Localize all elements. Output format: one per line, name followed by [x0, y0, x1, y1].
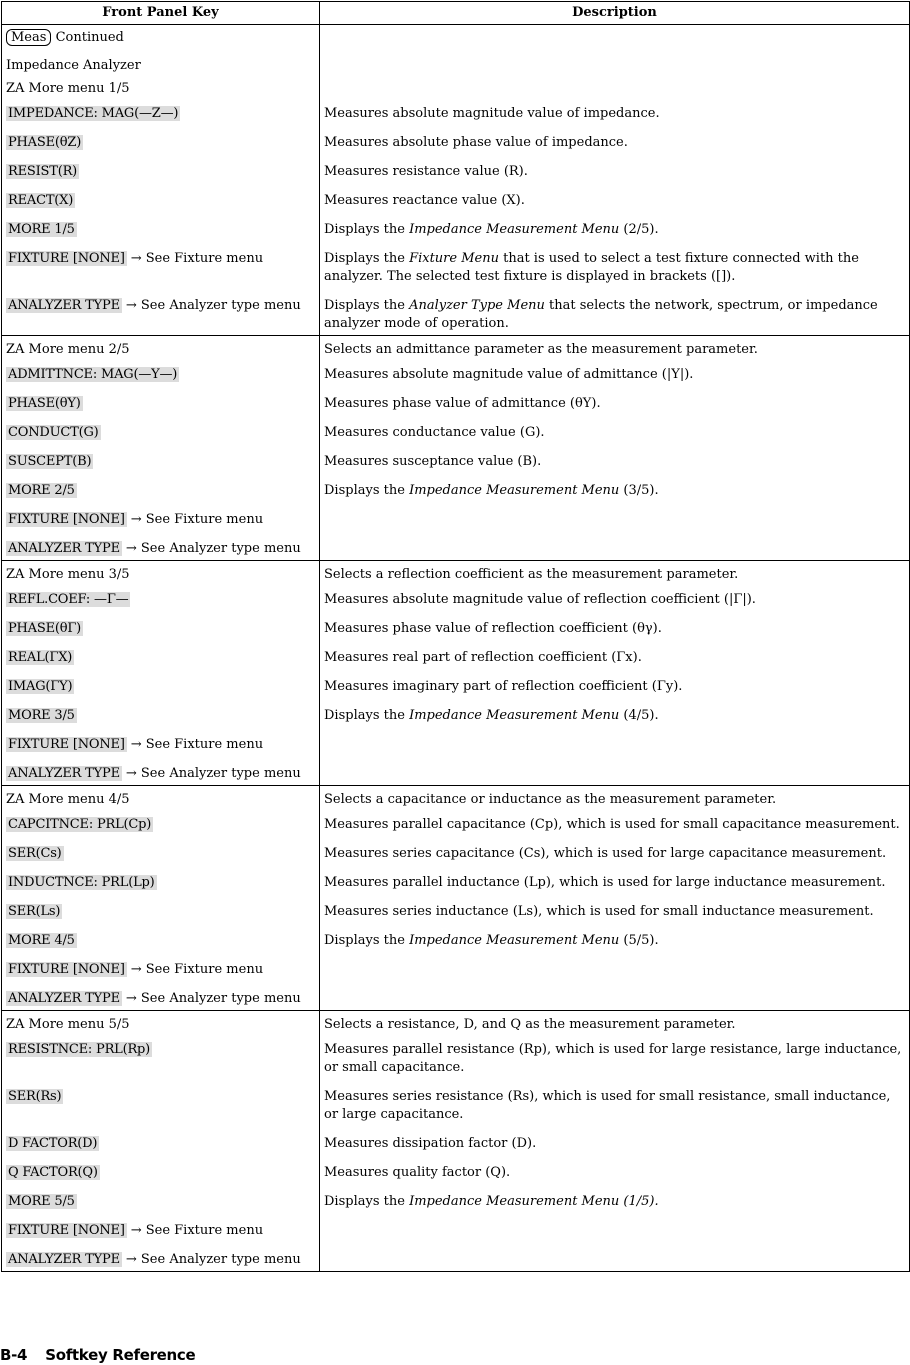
- description-text: Measures series inductance (Ls), which is used for small inductance measurement.: [324, 903, 874, 919]
- softkey-cell: [2, 1245, 320, 1272]
- softkey-row: [2, 926, 910, 955]
- softkey-cell: [2, 244, 320, 291]
- softkey-row: [2, 360, 910, 389]
- softkey-row: [2, 1035, 910, 1082]
- softkey-cell: [2, 1129, 320, 1158]
- see-also-link[interactable]: → See Analyzer type menu: [125, 990, 301, 1006]
- softkey-button[interactable]: FIXTURE [NONE]: [8, 736, 125, 752]
- softkey-row: [2, 701, 910, 730]
- softkey-row: [2, 1158, 910, 1187]
- menu-group-header: [2, 1010, 910, 1035]
- softkey-reference-table: [1, 1, 910, 1272]
- softkey-button[interactable]: Q FACTOR(Q): [8, 1164, 98, 1180]
- softkey-button[interactable]: RESISTNCE: PRL(Rp): [8, 1041, 151, 1057]
- softkey-button[interactable]: PHASE(θZ): [8, 134, 82, 150]
- softkey-button[interactable]: MORE 1/5: [8, 221, 75, 237]
- description-text: Measures absolute magnitude value of impedance.: [324, 105, 660, 121]
- intro-key-cell: [2, 25, 320, 53]
- description-text: that is used to select a test fixture connected with the analyzer. The selected test fixture is displayed in brackets ([]).: [324, 250, 859, 284]
- softkey-button[interactable]: FIXTURE [NONE]: [8, 250, 125, 266]
- softkey-button[interactable]: PHASE(θY): [8, 395, 81, 411]
- softkey-description: [320, 476, 910, 505]
- description-text: Measures absolute magnitude value of admittance (|Y|).: [324, 366, 694, 382]
- softkey-description: [320, 897, 910, 926]
- column-header-description: Description: [320, 2, 910, 25]
- softkey-cell: [2, 984, 320, 1011]
- softkey-description: [320, 215, 910, 244]
- softkey-description: [320, 244, 910, 291]
- description-text: (4/5).: [619, 707, 659, 723]
- description-text: (5/5).: [619, 932, 659, 948]
- page-number: B-4: [0, 1346, 28, 1364]
- softkey-cell: [2, 291, 320, 336]
- menu-group-header: [2, 785, 910, 810]
- softkey-cell: [2, 672, 320, 701]
- softkey-button[interactable]: MORE 2/5: [8, 482, 75, 498]
- description-text: Measures absolute phase value of impedance.: [324, 134, 628, 150]
- softkey-row: [2, 955, 910, 984]
- see-also-link[interactable]: → See Analyzer type menu: [125, 297, 301, 313]
- softkey-row: [2, 868, 910, 897]
- softkey-row: [2, 643, 910, 672]
- softkey-row: [2, 157, 910, 186]
- softkey-cell: [2, 759, 320, 786]
- softkey-row: [2, 291, 910, 336]
- softkey-row: [2, 730, 910, 759]
- softkey-row: [2, 897, 910, 926]
- softkey-button[interactable]: ANALYZER TYPE: [8, 765, 120, 781]
- softkey-row: [2, 759, 910, 786]
- menu-name-ref: Impedance Measurement Menu: [409, 221, 620, 237]
- see-also-link[interactable]: → See Fixture menu: [130, 250, 264, 266]
- description-text: Displays the: [324, 707, 410, 723]
- menu-group-header: [2, 335, 910, 360]
- softkey-row: [2, 476, 910, 505]
- menu-name-ref: Impedance Measurement Menu: [409, 482, 620, 498]
- softkey-description: [320, 1187, 910, 1216]
- column-header-key: Front Panel Key: [2, 2, 320, 25]
- softkey-description: [320, 186, 910, 215]
- menu-group-title: ZA More menu 3/5: [2, 560, 320, 585]
- description-text: Displays the: [324, 250, 410, 266]
- softkey-cell: [2, 614, 320, 643]
- softkey-button[interactable]: REFL.COEF: —Γ—: [8, 591, 129, 607]
- description-text: Measures parallel capacitance (Cp), which is used for small capacitance measurement.: [324, 816, 900, 832]
- softkey-cell: [2, 360, 320, 389]
- softkey-cell: [2, 1035, 320, 1082]
- softkey-row: [2, 215, 910, 244]
- description-text: Measures reactance value (X).: [324, 192, 525, 208]
- intro-row: [2, 25, 910, 53]
- softkey-cell: [2, 1187, 320, 1216]
- softkey-description: [320, 839, 910, 868]
- intro-desc-cell: [320, 25, 910, 53]
- softkey-row: [2, 614, 910, 643]
- softkey-button[interactable]: RESIST(R): [8, 163, 78, 179]
- softkey-row: [2, 1082, 910, 1129]
- softkey-button[interactable]: MORE 4/5: [8, 932, 75, 948]
- softkey-row: [2, 585, 910, 614]
- description-text: (2/5).: [619, 221, 659, 237]
- menu-group-description: Selects a capacitance or inductance as the measurement parameter.: [320, 785, 910, 810]
- softkey-row: [2, 447, 910, 476]
- softkey-row: [2, 128, 910, 157]
- softkey-description: [320, 585, 910, 614]
- softkey-cell: [2, 505, 320, 534]
- softkey-row: [2, 1129, 910, 1158]
- softkey-cell: [2, 186, 320, 215]
- softkey-button[interactable]: INDUCTNCE: PRL(Lp): [8, 874, 155, 890]
- menu-group-header: [2, 78, 910, 99]
- softkey-row: [2, 1216, 910, 1245]
- softkey-description: [320, 759, 910, 786]
- softkey-row: [2, 839, 910, 868]
- description-text: Displays the: [324, 297, 410, 313]
- softkey-row: [2, 1187, 910, 1216]
- softkey-description: [320, 672, 910, 701]
- description-text: Measures resistance value (R).: [324, 163, 528, 179]
- menu-name-ref: Analyzer Type Menu: [409, 297, 545, 313]
- softkey-description: [320, 1158, 910, 1187]
- softkey-cell: [2, 157, 320, 186]
- description-text: Measures real part of reflection coefficient (Γx).: [324, 649, 642, 665]
- softkey-button[interactable]: FIXTURE [NONE]: [8, 1222, 125, 1238]
- description-text: (3/5).: [619, 482, 659, 498]
- description-text: Measures phase value of admittance (θY).: [324, 395, 601, 411]
- softkey-button[interactable]: SER(Rs): [8, 1088, 62, 1104]
- see-also-link[interactable]: → See Fixture menu: [130, 511, 264, 527]
- softkey-description: [320, 868, 910, 897]
- softkey-row: [2, 534, 910, 561]
- softkey-row: [2, 389, 910, 418]
- softkey-button[interactable]: SER(Ls): [8, 903, 61, 919]
- softkey-description: [320, 730, 910, 759]
- softkey-button[interactable]: ANALYZER TYPE: [8, 990, 120, 1006]
- softkey-cell: [2, 897, 320, 926]
- softkey-description: [320, 1245, 910, 1272]
- softkey-button[interactable]: FIXTURE [NONE]: [8, 961, 125, 977]
- menu-group-description: Selects a reflection coefficient as the measurement parameter.: [320, 560, 910, 585]
- softkey-row: [2, 810, 910, 839]
- see-also-link[interactable]: → See Analyzer type menu: [125, 540, 301, 556]
- menu-group-title: ZA More menu 5/5: [2, 1010, 320, 1035]
- softkey-cell: [2, 418, 320, 447]
- softkey-cell: [2, 215, 320, 244]
- description-text: Measures absolute magnitude value of reflection coefficient (|Γ|).: [324, 591, 756, 607]
- menu-name-ref: Impedance Measurement Menu (1/5).: [409, 1193, 659, 1209]
- softkey-cell: [2, 1158, 320, 1187]
- softkey-cell: [2, 99, 320, 128]
- menu-name-ref: Fixture Menu: [409, 250, 499, 266]
- softkey-cell: [2, 730, 320, 759]
- footer-title: Softkey Reference: [45, 1346, 196, 1364]
- description-text: Measures parallel resistance (Rp), which is used for large resistance, large inductance, or small capacitance.: [324, 1041, 902, 1075]
- softkey-cell: [2, 534, 320, 561]
- description-text: Measures imaginary part of reflection coefficient (Γy).: [324, 678, 683, 694]
- menu-name-ref: Impedance Measurement Menu: [409, 932, 620, 948]
- description-text: Measures quality factor (Q).: [324, 1164, 511, 1180]
- softkey-description: [320, 810, 910, 839]
- description-text: that selects the network, spectrum, or impedance analyzer mode of operation.: [324, 297, 878, 331]
- softkey-row: [2, 186, 910, 215]
- softkey-cell: [2, 810, 320, 839]
- softkey-description: [320, 291, 910, 336]
- softkey-row: [2, 672, 910, 701]
- menu-group-description: Selects a resistance, D, and Q as the measurement parameter.: [320, 1010, 910, 1035]
- menu-group-description: Selects an admittance parameter as the measurement parameter.: [320, 335, 910, 360]
- softkey-row: [2, 99, 910, 128]
- softkey-description: [320, 1035, 910, 1082]
- softkey-description: [320, 505, 910, 534]
- softkey-row: [2, 418, 910, 447]
- menu-group-title: ZA More menu 1/5: [2, 78, 320, 99]
- softkey-button[interactable]: IMAG(ΓY): [8, 678, 73, 694]
- softkey-description: [320, 418, 910, 447]
- menu-group-title: ZA More menu 4/5: [2, 785, 320, 810]
- softkey-button[interactable]: PHASE(θΓ): [8, 620, 82, 636]
- softkey-description: [320, 534, 910, 561]
- description-text: Measures series resistance (Rs), which is used for small resistance, small inductance, or large capacitance.: [324, 1088, 891, 1122]
- softkey-description: [320, 984, 910, 1011]
- softkey-description: [320, 1129, 910, 1158]
- softkey-button[interactable]: CAPCITNCE: PRL(Cp): [8, 816, 152, 832]
- softkey-cell: [2, 585, 320, 614]
- softkey-cell: [2, 839, 320, 868]
- softkey-button[interactable]: FIXTURE [NONE]: [8, 511, 125, 527]
- description-text: Measures parallel inductance (Lp), which is used for large inductance measurement.: [324, 874, 886, 890]
- softkey-button[interactable]: SER(Cs): [8, 845, 62, 861]
- description-text: Displays the: [324, 221, 410, 237]
- softkey-button[interactable]: ANALYZER TYPE: [8, 540, 120, 556]
- softkey-cell: [2, 447, 320, 476]
- description-text: Displays the: [324, 932, 410, 948]
- softkey-row: [2, 244, 910, 291]
- table-body: [2, 25, 910, 1272]
- softkey-cell: [2, 128, 320, 157]
- softkey-row: [2, 505, 910, 534]
- softkey-button[interactable]: REACT(X): [8, 192, 74, 208]
- softkey-cell: [2, 1082, 320, 1129]
- softkey-cell: [2, 476, 320, 505]
- softkey-description: [320, 1082, 910, 1129]
- table-header-row: [2, 2, 910, 25]
- softkey-button[interactable]: MORE 3/5: [8, 707, 75, 723]
- softkey-description: [320, 643, 910, 672]
- continued-label: Continued: [55, 30, 124, 45]
- softkey-button[interactable]: CONDUCT(G): [8, 424, 99, 440]
- menu-group-description: [320, 78, 910, 99]
- softkey-button[interactable]: SUSCEPT(B): [8, 453, 92, 469]
- softkey-description: [320, 955, 910, 984]
- mode-row: [2, 53, 910, 78]
- see-also-link[interactable]: → See Analyzer type menu: [125, 765, 301, 781]
- softkey-cell: [2, 926, 320, 955]
- softkey-description: [320, 926, 910, 955]
- see-also-link[interactable]: → See Fixture menu: [130, 736, 264, 752]
- meas-hardkey[interactable]: Meas: [6, 29, 51, 46]
- softkey-button[interactable]: D FACTOR(D): [8, 1135, 98, 1151]
- description-text: Measures conductance value (G).: [324, 424, 545, 440]
- softkey-button[interactable]: ADMITTNCE: MAG(—Y—): [8, 366, 178, 382]
- description-text: Measures series capacitance (Cs), which is used for large capacitance measurement.: [324, 845, 887, 861]
- menu-group-header: [2, 560, 910, 585]
- menu-group-title: ZA More menu 2/5: [2, 335, 320, 360]
- see-also-link[interactable]: → See Fixture menu: [130, 961, 264, 977]
- menu-name-ref: Impedance Measurement Menu: [409, 707, 620, 723]
- description-text: Measures dissipation factor (D).: [324, 1135, 537, 1151]
- softkey-description: [320, 701, 910, 730]
- softkey-description: [320, 614, 910, 643]
- page-footer: [0, 1345, 195, 1365]
- softkey-description: [320, 128, 910, 157]
- see-also-link[interactable]: → See Fixture menu: [130, 1222, 264, 1238]
- mode-desc-cell: [320, 53, 910, 78]
- description-text: Displays the: [324, 482, 410, 498]
- softkey-description: [320, 157, 910, 186]
- description-text: Measures phase value of reflection coefficient (θγ).: [324, 620, 662, 636]
- softkey-button[interactable]: REAL(ΓX): [8, 649, 73, 665]
- softkey-description: [320, 99, 910, 128]
- softkey-cell: [2, 868, 320, 897]
- mode-label: Impedance Analyzer: [2, 53, 320, 78]
- softkey-description: [320, 389, 910, 418]
- softkey-description: [320, 1216, 910, 1245]
- softkey-description: [320, 360, 910, 389]
- description-text: Measures susceptance value (B).: [324, 453, 542, 469]
- softkey-row: [2, 1245, 910, 1272]
- softkey-cell: [2, 955, 320, 984]
- softkey-cell: [2, 701, 320, 730]
- softkey-button[interactable]: IMPEDANCE: MAG(—Z—): [8, 105, 179, 121]
- softkey-cell: [2, 1216, 320, 1245]
- see-also-link[interactable]: → See Analyzer type menu: [125, 1251, 301, 1267]
- softkey-button[interactable]: MORE 5/5: [8, 1193, 75, 1209]
- softkey-button[interactable]: ANALYZER TYPE: [8, 297, 120, 313]
- softkey-cell: [2, 643, 320, 672]
- softkey-description: [320, 447, 910, 476]
- softkey-button[interactable]: ANALYZER TYPE: [8, 1251, 120, 1267]
- softkey-cell: [2, 389, 320, 418]
- softkey-row: [2, 984, 910, 1011]
- description-text: Displays the: [324, 1193, 410, 1209]
